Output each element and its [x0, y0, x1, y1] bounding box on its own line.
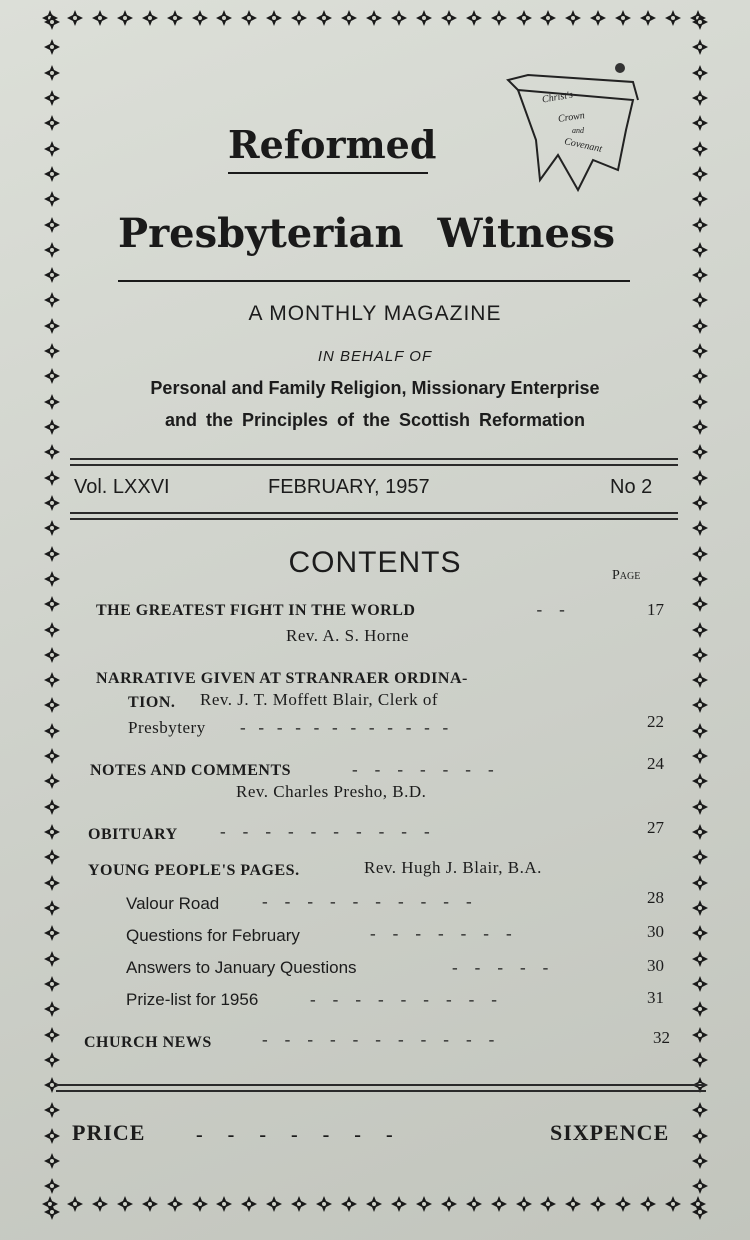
ornament-icon — [44, 141, 60, 157]
ornament-icon — [44, 697, 60, 713]
ornament-icon — [216, 1196, 232, 1212]
ornament-icon — [692, 925, 708, 941]
ornament-icon — [117, 10, 133, 26]
ornament-icon — [692, 166, 708, 182]
ornament-icon — [216, 10, 232, 26]
ornament-icon — [291, 10, 307, 26]
ornament-icon — [692, 723, 708, 739]
leader-dashes: - - - - - - - - - - - — [262, 1030, 495, 1049]
ornament-icon — [692, 1204, 708, 1220]
contents-entry-title: TION. — [128, 694, 176, 711]
ornament-icon — [692, 875, 708, 891]
page-number: 27 — [647, 818, 664, 837]
masthead-title-reformed: Reformed — [228, 122, 437, 167]
masthead-title-witness: Witness — [437, 210, 615, 257]
ornament-icon — [692, 647, 708, 663]
page-column-header: Page — [612, 568, 641, 583]
ornament-icon — [341, 1196, 357, 1212]
contents-entry-author: Rev. J. T. Moffett Blair, Clerk of — [200, 690, 439, 709]
ornament-icon — [241, 10, 257, 26]
contents-entry-title: NARRATIVE GIVEN AT STRANRAER ORDINA- — [96, 670, 468, 687]
ornament-icon — [44, 14, 60, 30]
ornament-icon — [692, 242, 708, 258]
ornament-border-left — [44, 14, 60, 1220]
ornament-icon — [565, 1196, 581, 1212]
ornament-icon — [665, 10, 681, 26]
leader-dashes: - - - - - - - - - - — [220, 822, 430, 841]
ornament-icon — [44, 596, 60, 612]
masthead-title — [118, 210, 615, 257]
divider — [56, 1084, 706, 1086]
divider — [56, 1090, 706, 1092]
leader-dashes: - - - - - - - - - - — [262, 892, 472, 911]
ornament-icon — [692, 622, 708, 638]
ornament-icon — [44, 1153, 60, 1169]
ornament-icon — [416, 1196, 432, 1212]
title-underline — [228, 172, 428, 174]
ornament-icon — [316, 1196, 332, 1212]
contents-entry-title: CHURCH NEWS — [84, 1034, 212, 1051]
ornament-icon — [44, 647, 60, 663]
ornament-icon — [692, 1128, 708, 1144]
ornament-icon — [316, 10, 332, 26]
ornament-icon — [241, 1196, 257, 1212]
crest-word: Covenant — [563, 136, 604, 155]
ornament-icon — [692, 1052, 708, 1068]
ornament-icon — [615, 1196, 631, 1212]
ornament-icon — [44, 925, 60, 941]
page-number: 31 — [647, 988, 664, 1007]
ornament-icon — [44, 1128, 60, 1144]
ornament-icon — [167, 10, 183, 26]
ornament-icon — [590, 10, 606, 26]
page-number: 22 — [647, 712, 664, 731]
contents-entry-author: Rev. A. S. Horne — [286, 626, 410, 645]
contents-entry-title: THE GREATEST FIGHT IN THE WORLD — [96, 602, 416, 619]
ornament-icon — [44, 1001, 60, 1017]
ornament-icon — [590, 1196, 606, 1212]
ornament-icon — [44, 849, 60, 865]
crest-word: and — [572, 126, 584, 135]
ornament-icon — [692, 14, 708, 30]
ornament-icon — [692, 596, 708, 612]
ornament-icon — [391, 10, 407, 26]
in-behalf-of: IN BEHALF OF — [317, 348, 433, 365]
ornament-icon — [366, 1196, 382, 1212]
ornament-icon — [44, 1178, 60, 1194]
ornament-icon — [516, 10, 532, 26]
masthead-title-presbyterian: Presbyterian — [118, 210, 404, 257]
ornament-icon — [142, 10, 158, 26]
ornament-border-top — [42, 10, 706, 26]
contents-subentry: Questions for February — [126, 926, 300, 945]
divider — [70, 458, 678, 460]
contents-entry-author: Presbytery — [128, 718, 206, 737]
purpose-line-1: Personal and Family Religion, Missionary Enterprise — [150, 378, 600, 398]
ornament-icon — [692, 1001, 708, 1017]
page-number: 30 — [647, 922, 664, 941]
ornament-icon — [466, 1196, 482, 1212]
issue-number: No 2 — [610, 476, 653, 498]
ornament-icon — [266, 1196, 282, 1212]
ornament-icon — [44, 90, 60, 106]
ornament-icon — [565, 10, 581, 26]
ornament-border-bottom — [42, 1196, 706, 1212]
ornament-icon — [44, 1027, 60, 1043]
ornament-icon — [692, 1153, 708, 1169]
contents-entry-author: Rev. Charles Presho, B.D. — [236, 782, 427, 801]
leader-dashes: - - - - - - - — [370, 924, 512, 943]
ornament-icon — [44, 115, 60, 131]
ornament-icon — [67, 10, 83, 26]
price-value: SIXPENCE — [550, 1120, 670, 1145]
contents-entry-title: NOTES AND COMMENTS — [90, 762, 292, 779]
ornament-icon — [692, 39, 708, 55]
ornament-icon — [692, 115, 708, 131]
ornament-icon — [692, 748, 708, 764]
crown-covenant-crest — [498, 60, 648, 200]
title-underline — [118, 280, 630, 282]
leader-dashes: - - - - - — [452, 958, 549, 977]
ornament-icon — [44, 470, 60, 486]
leader-dashes: - - - - - - - - - — [310, 990, 497, 1009]
ornament-icon — [692, 90, 708, 106]
ornament-icon — [92, 1196, 108, 1212]
volume-number: Vol. LXXVI — [74, 476, 170, 498]
ornament-icon — [692, 444, 708, 460]
leader-dashes: - - - - - - - — [196, 1124, 393, 1146]
contents-entry-title: YOUNG PEOPLE'S PAGES. — [88, 862, 300, 879]
ornament-icon — [44, 267, 60, 283]
ornament-icon — [692, 495, 708, 511]
ornament-icon — [665, 1196, 681, 1212]
ornament-icon — [692, 1178, 708, 1194]
ornament-icon — [44, 900, 60, 916]
ornament-icon — [117, 1196, 133, 1212]
leader-dashes: - - — [528, 600, 565, 619]
ornament-icon — [192, 1196, 208, 1212]
ornament-icon — [44, 1052, 60, 1068]
ornament-icon — [692, 470, 708, 486]
ornament-icon — [692, 141, 708, 157]
page-number: 28 — [647, 888, 664, 907]
ornament-icon — [692, 951, 708, 967]
ornament-icon — [44, 495, 60, 511]
contents-entry-author: Rev. Hugh J. Blair, B.A. — [364, 858, 542, 877]
ornament-icon — [341, 10, 357, 26]
contents-subentry: Answers to January Questions — [126, 958, 357, 977]
ornament-icon — [44, 672, 60, 688]
ornament-icon — [692, 520, 708, 536]
ornament-icon — [692, 900, 708, 916]
ornament-icon — [92, 10, 108, 26]
ornament-icon — [441, 10, 457, 26]
crest-word: Crown — [557, 110, 586, 125]
ornament-icon — [192, 10, 208, 26]
ornament-icon — [67, 1196, 83, 1212]
divider — [70, 464, 678, 466]
ornament-border-right — [692, 14, 708, 1220]
page-number: 24 — [647, 754, 664, 773]
ornament-icon — [44, 39, 60, 55]
ornament-icon — [640, 10, 656, 26]
ornament-icon — [640, 1196, 656, 1212]
page-number: 32 — [653, 1028, 670, 1047]
contents-entry-title: OBITUARY — [88, 826, 178, 843]
contents-subentry: Prize-list for 1956 — [126, 990, 259, 1009]
ornament-icon — [441, 1196, 457, 1212]
ornament-icon — [44, 875, 60, 891]
ornament-icon — [44, 444, 60, 460]
ornament-icon — [416, 10, 432, 26]
ornament-icon — [44, 951, 60, 967]
ornament-icon — [692, 65, 708, 81]
ornament-icon — [291, 1196, 307, 1212]
ornament-icon — [692, 697, 708, 713]
ornament-icon — [44, 166, 60, 182]
subtitle: A MONTHLY MAGAZINE — [248, 302, 502, 325]
ornament-icon — [266, 10, 282, 26]
ornament-icon — [44, 799, 60, 815]
ornament-icon — [615, 10, 631, 26]
ornament-icon — [692, 849, 708, 865]
contents-subentry: Valour Road — [126, 894, 220, 913]
ornament-icon — [692, 672, 708, 688]
ornament-icon — [540, 1196, 556, 1212]
ornament-icon — [391, 1196, 407, 1212]
ornament-icon — [466, 10, 482, 26]
ornament-icon — [692, 1102, 708, 1118]
ornament-icon — [491, 10, 507, 26]
ornament-icon — [44, 1102, 60, 1118]
divider — [70, 518, 678, 520]
page-number: 17 — [647, 600, 664, 619]
ornament-icon — [44, 824, 60, 840]
ornament-icon — [44, 242, 60, 258]
ornament-icon — [44, 723, 60, 739]
ornament-icon — [44, 976, 60, 992]
ornament-icon — [44, 520, 60, 536]
ornament-icon — [44, 748, 60, 764]
ornament-icon — [692, 773, 708, 789]
crest-word: Christ's — [541, 89, 574, 106]
ornament-icon — [366, 10, 382, 26]
ornament-icon — [692, 267, 708, 283]
divider — [70, 512, 678, 514]
ornament-icon — [44, 773, 60, 789]
contents-heading: CONTENTS — [288, 546, 462, 579]
ornament-icon — [44, 65, 60, 81]
ornament-icon — [44, 217, 60, 233]
ornament-icon — [692, 976, 708, 992]
ornament-icon — [692, 799, 708, 815]
ornament-icon — [692, 217, 708, 233]
page-number: 30 — [647, 956, 664, 975]
ornament-icon — [44, 622, 60, 638]
issue-date: FEBRUARY, 1957 — [268, 476, 430, 498]
leader-dashes: - - - - - - - — [352, 760, 494, 779]
ornament-icon — [44, 1204, 60, 1220]
price-label: PRICE — [72, 1120, 146, 1145]
leader-dashes: - - - - - - - - - - - - — [240, 718, 449, 737]
ornament-icon — [692, 191, 708, 207]
ornament-icon — [692, 1027, 708, 1043]
ornament-icon — [142, 1196, 158, 1212]
ornament-icon — [540, 10, 556, 26]
ornament-icon — [491, 1196, 507, 1212]
ornament-icon — [44, 191, 60, 207]
ornament-icon — [516, 1196, 532, 1212]
purpose-line-2: and the Principles of the Scottish Reformation — [164, 410, 586, 430]
ornament-icon — [692, 824, 708, 840]
ornament-icon — [167, 1196, 183, 1212]
